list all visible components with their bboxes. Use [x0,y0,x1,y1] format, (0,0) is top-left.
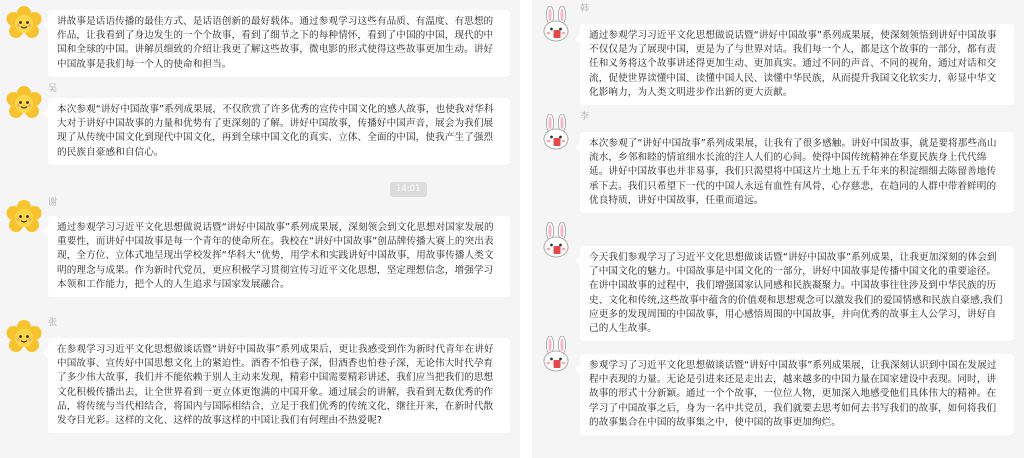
bunny-avatar-icon [538,222,574,258]
message-bubble[interactable]: 讲故事是话语传播的最佳方式、是话语创新的最好载体。通过参观学习这些有品质、有温度、有思想的作品，让我看到了身边发生的一个个故事，看到了细节之下的每种情怀，看到了中国的中国，现代的中国和全球的中国。讲解员细致的介绍让我更了解这些故事，微电影的形式使得这些故事更加生动。讲好中国故事是我们每一个人的使命和担当。 [48,10,510,77]
avatar[interactable] [6,200,42,236]
avatar[interactable] [6,86,42,122]
sender-name: 张 [48,318,58,328]
yellow-flower-avatar-icon [6,6,42,42]
bunny-avatar-icon [538,114,574,150]
yellow-flower-avatar-icon [6,86,42,122]
chat-panel-right[interactable] [532,0,1024,458]
avatar[interactable] [6,6,42,42]
bunny-avatar-icon [538,336,574,372]
avatar[interactable] [538,114,574,150]
message-bubble[interactable]: 本次参观了“讲好中国故事”系列成果展，让我有了很多感触。讲好中国故事，就是要将那些高山流水，乡邻和睦的情谊细水长流的注人人们的心间。使得中国传统精神在华夏民族身上代代绵延。讲好中国故事也并非易事，我们只渴望将中国这片土地上五千年来的积淀细细去陈留善地传承下去。我们只希望下一代的中国人永远有血性有风骨，心存慈悲，在趋同的人群中带着鲜明的优良特质，讲好中国故事，任重而道远。 [580,132,1014,213]
sender-name: 韩 [580,4,590,14]
avatar[interactable] [538,222,574,258]
timestamp: 14:01 [390,182,427,197]
message-bubble[interactable]: 本次参观“讲好中国故事”系列成果展，不仅欣赏了许多优秀的宣传中国文化的感人故事，也使我对华科大对于讲好中国故事的力量和优势有了更深刻的了解。讲好中国故事，传播好中国声音，展会为我们展现了从传统中国文化到现代中国文化，再到全球中国文化的真实、立体、全面的中国，使我产生了强烈的民族自豪感和自信心。 [48,98,510,165]
sender-name: 李 [580,112,590,122]
yellow-flower-avatar-icon [6,200,42,236]
yellow-flower-avatar-icon [6,320,42,356]
avatar[interactable] [538,336,574,372]
message-bubble[interactable]: 在参观学习习近平文化思想做谈话暨“讲好中国故事”系列成果后，更让我感受到作为新时代青年在讲好中国故事、宣传好中国思想文化上的紧迫性。酒香不怕巷子深，但酒香也怕巷子深，无论伟大时代孕育了多少伟大故事，我们并不能依赖于别人主动来发现，精彩中国需要精彩讲述，我们应当把我们的思想文化积极传播出去，让全世界看到一更立体更饱满的中国开象。通过展会的讲解，我看到无数优秀的作品，将传统与当代相结合，将国内与国际相结合，立足于我们优秀的传统文化，继往开来，在新时代散发夺目光彩。这样的文化、这样的故事这样的中国让我们有何理由不热爱呢? [48,338,510,433]
sender-name: 谢 [48,198,58,208]
sender-name: 吴 [48,84,58,94]
message-bubble[interactable]: 今天我们参观学习了习近平文化思想做谈话暨“讲好中国故事”系列成果，让我更加深刻的体会到了中国文化的魅力。中国故事是中国文化的一部分，讲好中国故事是传播中国文化的重要途径。在讲中国故事的过程中，我们增强国家认同感和民族凝聚力。中国故事往往涉及到中华民族的历史、文化和传统,这些故事中蕴含的价值观和思想观念可以激发我们的爱国情感和民族自豪感,我们应更多的发现周围的中国故事，用心感悟周围的中国故事，并向优秀的故事主人公学习，讲好自己的人生故事。 [580,246,1014,341]
avatar[interactable] [538,6,574,42]
message-bubble[interactable]: 通过参观学习习近平文化思想做说话暨“讲好中国故事”系列成果展，使深刻领悟到讲好中国故事不仅仅是为了展现中国，更是为了与世界对话。我们每一个人，都是这个故事的一部分，都有责任和义务将这个故事讲述得更加生动、更加真实。通过不同的声音、不同的视角，通过对话和交流，促使世界读懂中国、读懂中国人民、读懂中华民族，从而提升我国文化软实力，彰显中华文化影响力，为人类文明进步作出新的更大贡献。 [580,24,1014,105]
message-bubble[interactable]: 通过参观学习习近平文化思想做说话暨“讲好中国故事”系列成果展，深刻领会到文化思想对国家发展的重要性，而讲好中国故事是每一个青年的使命所在。我校在“讲好中国故事”创品牌传播大赛上的突出表现，全方位、立体式地呈现出学校发挥“华科大”优势，用学术和实践讲好中国故事，用故事传播人类文明的理念与成果。作为新时代党员，更应积极学习贯彻宣传习近平文化思想，坚定理想信念，增强学习本领和工作能力，把个人的人生追求与国家发展融合。 [48,216,510,297]
avatar[interactable] [6,320,42,356]
message-bubble[interactable]: 参观学习了习近平文化思想做谈话暨“讲好中国故事”系列成果展，让我深刻认识到中国在发展过程中表现的力量。无论是引进来还是走出去，越来越多的中国力量在国家建设中表现。同时，讲故事的形式十分新颖。通过一个个故事，一位位人物，更加深入地感受他们具体伟大的精神。在学习了中国故事之后，身为一名中共党员，我们就要去思考如何去书写我们的故事，如何将我们的故事集合在中国的故事集之中，使中国的故事更加绚烂。 [580,354,1014,435]
bunny-avatar-icon [538,6,574,42]
